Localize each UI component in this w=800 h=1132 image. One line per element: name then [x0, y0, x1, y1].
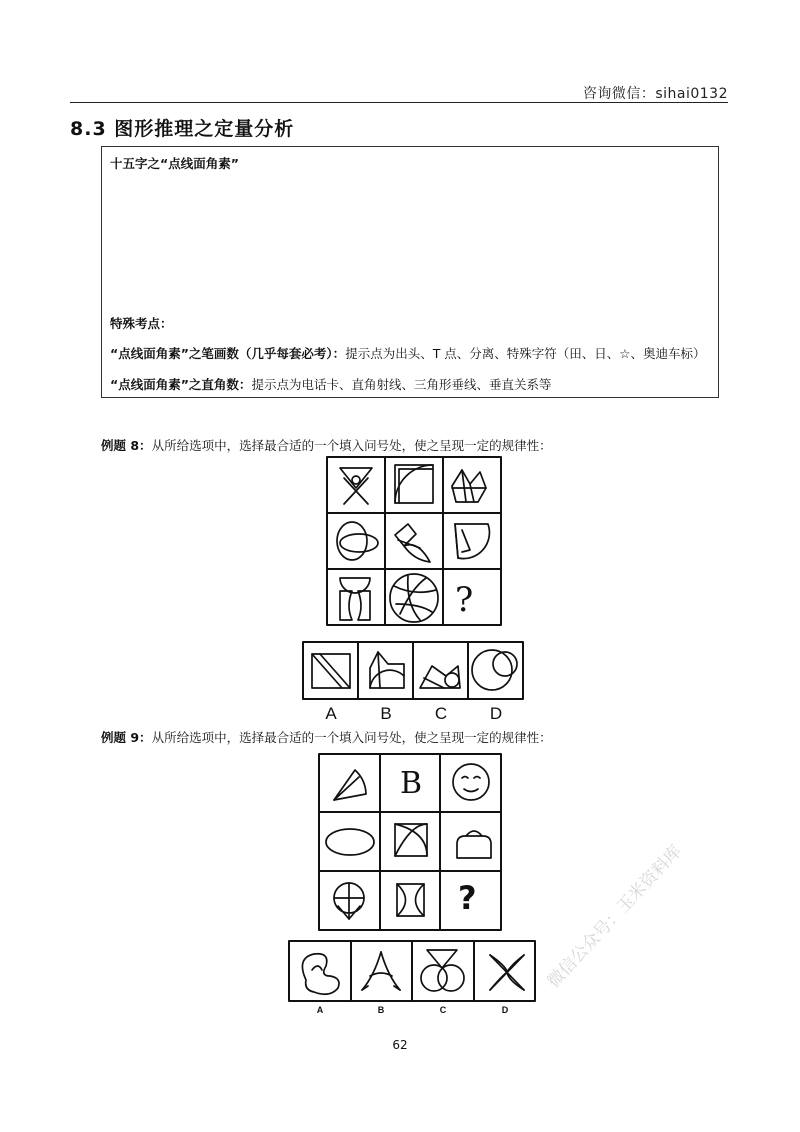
- q9-cell-8-twin-arcs: [397, 884, 424, 916]
- q8-option-c-label[interactable]: C: [434, 704, 448, 723]
- contact-text: 咨询微信：sihai0132: [582, 86, 728, 102]
- q8-option-b-label[interactable]: B: [380, 704, 392, 723]
- q8-cell-1-triangle-x: [340, 468, 372, 504]
- q9-option-a-figure: [302, 954, 339, 995]
- q8-option-a-label[interactable]: A: [325, 704, 337, 723]
- right-angle-term: “点线面角素”之直角数：: [110, 377, 252, 392]
- stroke-count-hint: 提示点为出头、T 点、分离、特殊字符（田、日、☆、奥迪车标）: [345, 346, 706, 361]
- q9-option-b-figure: [362, 952, 400, 990]
- q9-prompt: [101, 728, 552, 746]
- q8-text: 从所给选项中，选择最合适的一个填入问号处，使之呈现一定的规律性：: [151, 438, 552, 453]
- q9-cell-3-smiley: [453, 764, 489, 800]
- q9-option-c-figure: [421, 950, 464, 991]
- q8-cell-4-ellipses: [337, 522, 378, 560]
- q8-option-a-figure: [312, 654, 350, 688]
- watermark: 微信公众号：玉米资料库: [543, 841, 686, 993]
- q9-option-d-figure: [490, 955, 524, 990]
- q8-option-c-figure: [420, 666, 460, 688]
- q9-cell-2-letter: B: [400, 766, 423, 801]
- info-box-heading: 十五字之“点线面角素”: [110, 156, 239, 171]
- q9-cell-6-bag: [457, 831, 491, 858]
- q8-label: 例题 8：: [101, 438, 152, 453]
- page-number: 62: [392, 1038, 408, 1052]
- q9-cell-1-sector: [334, 770, 366, 800]
- q8-cell-6-d-shape: [455, 524, 489, 559]
- q9-option-a-label[interactable]: A: [316, 1005, 324, 1015]
- q8-cell-3-faceted: [452, 470, 486, 502]
- q9-cell-4-ellipse: [326, 829, 374, 855]
- q9-question-mark: ?: [458, 879, 477, 917]
- q9-cell-5-square-curves: [395, 824, 427, 856]
- q8-option-d-figure: [472, 650, 517, 690]
- q8-cell-5-leaves: [395, 524, 430, 562]
- q9-option-c-label[interactable]: C: [439, 1005, 447, 1015]
- q9-label: 例题 9：: [101, 730, 152, 745]
- special-points-label: 特殊考点：: [110, 316, 173, 331]
- section-title: 8.3 图形推理之定量分析: [70, 118, 295, 140]
- q8-question-mark: ?: [455, 580, 474, 620]
- q9-option-d-label[interactable]: D: [501, 1005, 509, 1015]
- q8-option-b-figure: [370, 652, 404, 688]
- q8-cell-8-circle-curves: [390, 574, 438, 622]
- q8-cell-7-cup: [340, 578, 370, 620]
- right-angle-hint: 提示点为电话卡、直角射线、三角形垂线、垂直关系等: [251, 377, 552, 392]
- q9-cell-7-circle-cross: [334, 883, 364, 919]
- q9-options-box: [289, 941, 535, 1001]
- q8-option-d-label[interactable]: D: [489, 704, 503, 723]
- q8-cell-2-square-arc: [395, 465, 433, 503]
- q9-text: 从所给选项中，选择最合适的一个填入问号处，使之呈现一定的规律性：: [151, 730, 552, 745]
- stroke-count-term: “点线面角素”之笔画数（几乎每套必考）：: [110, 346, 346, 361]
- q9-option-b-label[interactable]: B: [377, 1005, 385, 1015]
